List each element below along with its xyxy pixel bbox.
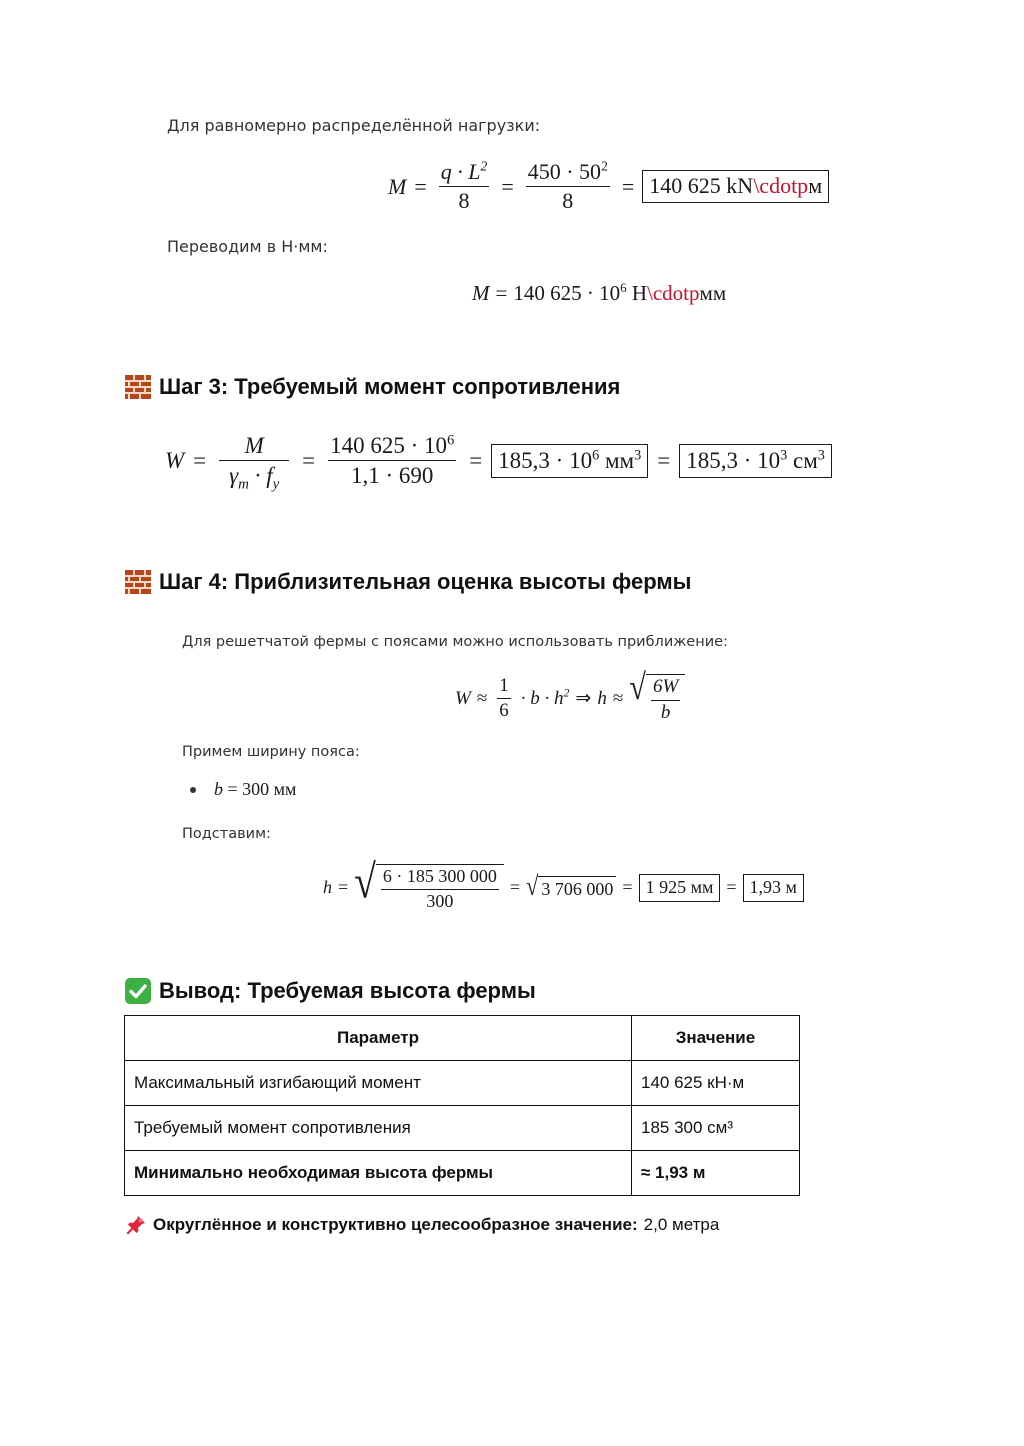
- table-row: [125, 1061, 800, 1106]
- table-cell: 185 300 см³: [632, 1106, 800, 1151]
- fraction-450-over-8: $\frac{450 \cdot 50^2}{8}$: [527, 158, 608, 214]
- fraction-ql2-over-8: $\frac{q \cdot L^2}{8}$: [440, 158, 488, 214]
- step3-title: Шаг 3: Требуемый момент сопротивления: [159, 374, 621, 399]
- equals-sign: =: [414, 173, 427, 199]
- approx-formula: W ≈ $\frac{1}{6}$ · $b \cdot h^2$ ⇒ h ≈ √ $\frac{6W}{b}$: [455, 674, 685, 724]
- height-substitution-formula: h = √ $\frac{6 \cdot 185 300 000}{300}$ = √ 3 706 000 = 1 925 мм = 1,93 м: [323, 864, 804, 912]
- step3-heading: [125, 374, 620, 400]
- conclusion-heading: [125, 978, 536, 1004]
- height-mm-box: 1 925 мм: [639, 874, 721, 902]
- table-cell: ≈ 1,93 м: [632, 1151, 800, 1196]
- table-cell: 140 625 кН·м: [632, 1061, 800, 1106]
- moment-result-box: 140 625 kN\cdotpм: [642, 170, 829, 202]
- moment-formula: M = $\frac{q \cdot L^2}{8}$ = $\frac{450 \cdot 50^2}{8}$ = 140 625 kN\cdotpм: [388, 160, 829, 213]
- table-row: [125, 1151, 800, 1196]
- truss-approx-intro: Для решетчатой фермы с поясами можно использовать приближение:: [182, 634, 728, 650]
- convert-label: Переводим в Н·мм:: [167, 237, 328, 256]
- fraction-m-over-gamma-f: $\frac{M}{\gamma_m \cdot f_y}$: [219, 433, 289, 489]
- note-value: 2,0 метра: [643, 1215, 720, 1234]
- uniform-load-intro: Для равномерно распределённой нагрузки:: [167, 116, 541, 135]
- belt-width-label: Примем ширину пояса:: [182, 744, 360, 760]
- belt-width-item: b = 300 мм: [190, 779, 296, 800]
- substitute-label: Подставим:: [182, 826, 271, 842]
- moment-conversion-formula: M = 140 $625 \cdot 10^6$ Н\cdotpмм: [472, 280, 727, 305]
- step4-heading: [125, 569, 691, 595]
- brick-icon: [125, 375, 151, 399]
- fraction-numeric-w: $\frac{140 625 \cdot 10^6}{1,1 \cdot 690}$: [330, 432, 455, 489]
- table-header-row: [125, 1016, 800, 1061]
- table-cell: Максимальный изгибающий момент: [125, 1061, 632, 1106]
- w-result-mm3-box: $185,3 \cdot 10^6$ $мм^3$: [491, 444, 648, 478]
- section-modulus-formula: W = $\frac{M}{\gamma_m \cdot f_y}$ = $\frac{140 625 \cdot 10^6}{1,1 \cdot 690}$ = $185,3 \cdot 10^6$ $мм^3$ = $185,3 \cdot 10^3$ $см^3$: [165, 433, 832, 489]
- column-header-value: Значение: [632, 1016, 800, 1061]
- table-row: [125, 1106, 800, 1151]
- result-table: [124, 1015, 800, 1196]
- brick-icon: [125, 570, 151, 594]
- check-icon: [125, 978, 151, 1004]
- column-header-parameter: Параметр: [125, 1016, 632, 1061]
- step4-title: Шаг 4: Приблизительная оценка высоты фермы: [159, 569, 692, 594]
- pushpin-icon: [125, 1214, 147, 1236]
- table-cell: Требуемый момент сопротивления: [125, 1106, 632, 1151]
- note-label: Округлённое и конструктивно целесообразное значение:: [153, 1215, 638, 1234]
- height-m-box: 1,93 м: [743, 874, 804, 902]
- rounded-value-note: [125, 1214, 719, 1236]
- conclusion-title: Вывод: Требуемая высота фермы: [159, 978, 536, 1003]
- table-cell: Минимально необходимая высота фермы: [125, 1151, 632, 1196]
- formula-lhs: M: [388, 173, 407, 199]
- w-result-cm3-box: $185,3 \cdot 10^3$ $см^3$: [679, 444, 832, 478]
- bullet-dot: [190, 787, 196, 793]
- sqrt-6w-over-b: √ $\frac{6W}{b}$: [629, 674, 685, 724]
